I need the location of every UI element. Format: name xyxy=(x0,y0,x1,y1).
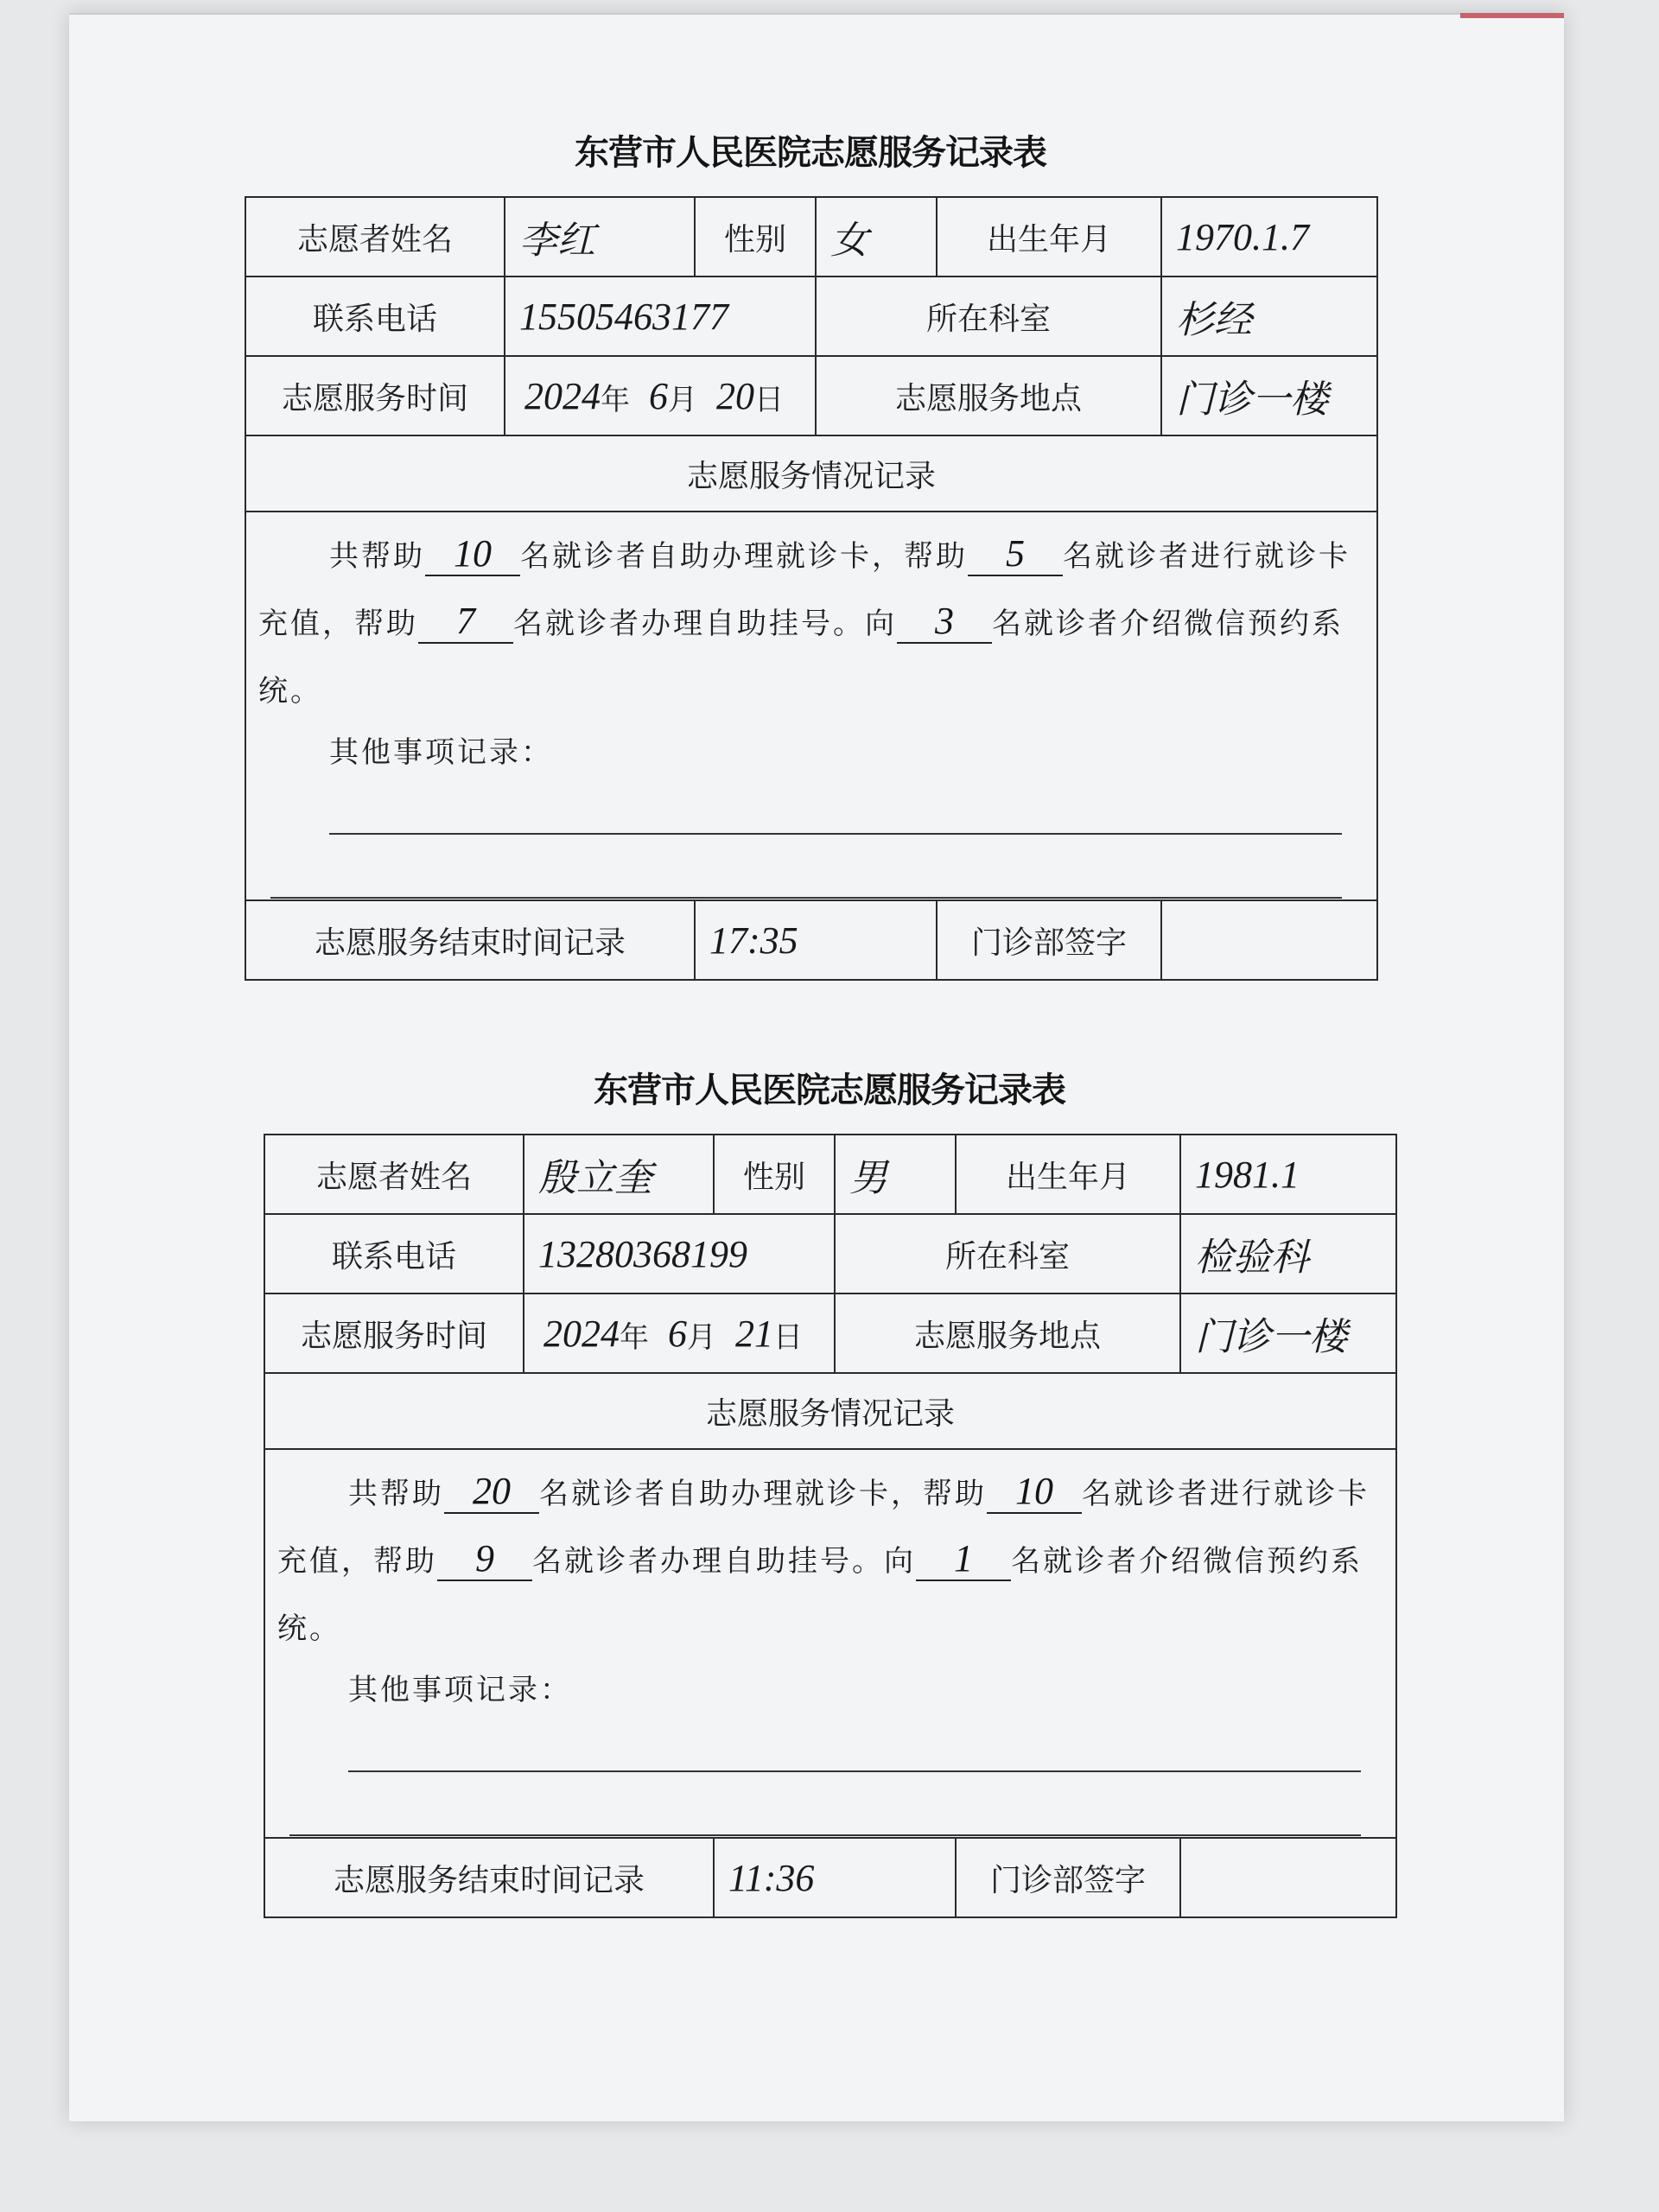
service-place: 门诊一楼 xyxy=(1176,378,1329,421)
other-items-label: 其他事项记录： xyxy=(329,735,553,770)
para-text-3: 名就诊者进行就诊卡充值，帮助 xyxy=(277,1477,1370,1579)
value-phone xyxy=(505,276,816,356)
end-time: 11:36 xyxy=(728,1856,815,1899)
count-wechat: 3 xyxy=(897,601,992,644)
service-record-body xyxy=(264,1449,1396,1838)
value-birth xyxy=(1180,1135,1396,1214)
value-service-place xyxy=(1161,356,1377,435)
volunteer-birth: 1970.1.7 xyxy=(1176,215,1310,258)
count-register: 9 xyxy=(437,1538,532,1581)
label-department: 所在科室 xyxy=(835,1214,1180,1294)
label-department: 所在科室 xyxy=(816,276,1161,356)
label-service-time: 志愿服务时间 xyxy=(264,1294,524,1373)
count-register: 7 xyxy=(418,601,513,644)
date-day: 20 xyxy=(716,374,754,417)
value-end-time xyxy=(695,900,937,980)
value-department xyxy=(1180,1214,1396,1294)
para-text-3: 名就诊者进行就诊卡充值，帮助 xyxy=(258,539,1351,641)
date-year: 2024 xyxy=(524,374,601,417)
volunteer-name: 李红 xyxy=(519,219,595,262)
value-service-date xyxy=(505,356,816,435)
date-year-unit: 年 xyxy=(601,382,630,417)
service-record-body xyxy=(245,512,1377,900)
red-corner-mark xyxy=(1460,13,1564,18)
label-service-place: 志愿服务地点 xyxy=(816,356,1161,435)
volunteer-department: 检验科 xyxy=(1195,1236,1310,1279)
service-date xyxy=(505,374,815,418)
form-title: 东营市人民医院志愿服务记录表 xyxy=(594,1070,1065,1110)
label-service-place: 志愿服务地点 xyxy=(835,1294,1180,1373)
label-name: 志愿者姓名 xyxy=(245,197,505,276)
record-form-1 xyxy=(245,125,1376,1015)
label-signature: 门诊部签字 xyxy=(956,1838,1180,1917)
date-day: 21 xyxy=(735,1312,773,1355)
para-text-1: 共帮助 xyxy=(348,1477,444,1511)
volunteer-gender: 女 xyxy=(830,219,868,262)
service-paragraph xyxy=(277,1460,1383,1662)
volunteer-phone: 15505463177 xyxy=(519,295,728,338)
date-month: 6 xyxy=(668,1312,687,1355)
label-end-time: 志愿服务结束时间记录 xyxy=(245,900,695,980)
para-text-4: 名就诊者办理自助挂号。向 xyxy=(532,1544,916,1579)
other-items-label: 其他事项记录： xyxy=(348,1673,572,1707)
paper-sheet xyxy=(69,13,1564,2121)
count-cards: 20 xyxy=(444,1471,539,1514)
label-phone: 联系电话 xyxy=(245,276,505,356)
service-place: 门诊一楼 xyxy=(1195,1316,1348,1358)
value-signature xyxy=(1180,1838,1396,1917)
count-recharge: 5 xyxy=(968,533,1063,576)
count-recharge: 10 xyxy=(987,1471,1082,1514)
volunteer-birth: 1981.1 xyxy=(1195,1153,1300,1196)
value-service-date xyxy=(524,1294,835,1373)
label-signature: 门诊部签字 xyxy=(937,900,1161,980)
other-items-line-1 xyxy=(329,833,1342,835)
value-department xyxy=(1161,276,1377,356)
volunteer-gender: 男 xyxy=(849,1157,887,1199)
label-birth: 出生年月 xyxy=(937,197,1161,276)
date-month-unit: 月 xyxy=(668,382,697,417)
value-end-time xyxy=(714,1838,956,1917)
date-day-unit: 日 xyxy=(754,382,784,417)
count-wechat: 1 xyxy=(916,1538,1011,1581)
label-gender: 性别 xyxy=(695,197,816,276)
value-birth xyxy=(1161,197,1377,276)
label-phone: 联系电话 xyxy=(264,1214,524,1294)
value-phone xyxy=(524,1214,835,1294)
para-text-5: 名就诊者介绍微信预约系统。 xyxy=(277,1544,1363,1646)
other-items-line-1 xyxy=(348,1770,1361,1772)
para-text-2: 名就诊者自助办理就诊卡，帮助 xyxy=(539,1477,987,1511)
form-table xyxy=(245,196,1378,981)
volunteer-phone: 13280368199 xyxy=(538,1232,747,1275)
label-name: 志愿者姓名 xyxy=(264,1135,524,1214)
value-gender xyxy=(835,1135,956,1214)
para-text-4: 名就诊者办理自助挂号。向 xyxy=(513,607,897,641)
section-header: 志愿服务情况记录 xyxy=(264,1373,1396,1449)
label-birth: 出生年月 xyxy=(956,1135,1180,1214)
paper-top-edge xyxy=(69,13,1564,15)
service-date xyxy=(524,1312,834,1356)
value-signature xyxy=(1161,900,1377,980)
value-name xyxy=(524,1135,714,1214)
value-service-place xyxy=(1180,1294,1396,1373)
end-time: 17:35 xyxy=(709,918,798,962)
label-end-time: 志愿服务结束时间记录 xyxy=(264,1838,714,1917)
label-gender: 性别 xyxy=(714,1135,835,1214)
volunteer-department: 杉经 xyxy=(1176,299,1253,341)
form-title: 东营市人民医院志愿服务记录表 xyxy=(575,132,1046,173)
date-year: 2024 xyxy=(543,1312,620,1355)
para-text-1: 共帮助 xyxy=(329,539,425,574)
record-form-2 xyxy=(264,1063,1395,1953)
label-service-time: 志愿服务时间 xyxy=(245,356,505,435)
volunteer-name: 殷立奎 xyxy=(538,1157,652,1199)
service-paragraph xyxy=(258,523,1364,725)
value-gender xyxy=(816,197,937,276)
date-month: 6 xyxy=(649,374,668,417)
count-cards: 10 xyxy=(425,533,520,576)
value-name xyxy=(505,197,695,276)
section-header: 志愿服务情况记录 xyxy=(245,435,1377,512)
para-text-5: 名就诊者介绍微信预约系统。 xyxy=(258,607,1344,709)
other-items-line-2 xyxy=(270,897,1342,899)
date-month-unit: 月 xyxy=(687,1319,716,1355)
date-year-unit: 年 xyxy=(620,1319,649,1355)
other-items-line-2 xyxy=(289,1834,1361,1836)
form-table xyxy=(264,1134,1397,1918)
date-day-unit: 日 xyxy=(773,1319,803,1355)
para-text-2: 名就诊者自助办理就诊卡，帮助 xyxy=(520,539,968,574)
